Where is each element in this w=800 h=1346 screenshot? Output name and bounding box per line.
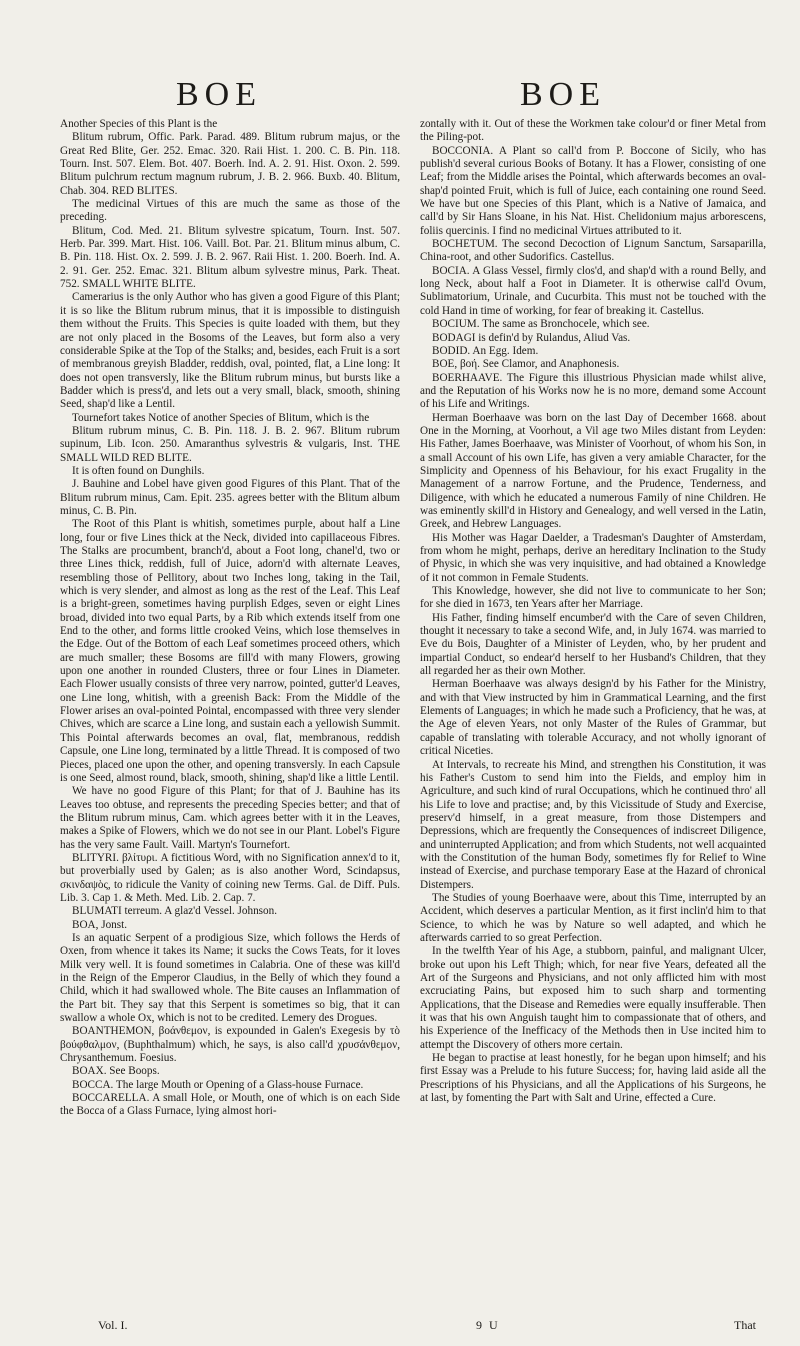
paragraph: BOA, Jonst. (72, 918, 128, 931)
paragraph: BOAX. See Boops. (72, 1065, 160, 1078)
paragraph: BOCCONIA. A Plant so call'd from P. Boccone of Sicily, who has publish'd several curious Books of Botany. It has a Flower, consisting of one Leaf; from the Middle arises the Pointal, which afterwards becomes an oval-shap'd pointed Fruit, which is full of Juice, each containing one round Seed. We have but one Species of this Plant, which is a Native of Jamaica, and call'd by Sir Hans Sloane, in his Nat. Hist. Chelidonium majus arborescens, foliis quercinis. I find no medicinal Virtues attributed to it. (420, 144, 766, 237)
paragraph: The medicinal Virtues of this are much the same as those of the preceding. (60, 198, 400, 224)
paragraph: Another Species of this Plant is the (60, 118, 218, 130)
paragraph: J. Bauhine and Lobel have given good Figures of this Plant. That of the Blitum rubrum minus, Cam. Epit. 235. agrees better with the Blitum album minus, C. B. Pin. (60, 478, 400, 517)
volume-number: Vol. I. (98, 1318, 128, 1332)
catchword: That (734, 1318, 756, 1332)
right-column (420, 118, 766, 1300)
running-head-left: BOE (176, 76, 262, 113)
paragraph: He began to practise at least honestly, for he began upon himself; and his first Essay was a Prelude to his future Success; for, having laid aside all the Prescriptions of his Physicians, and all the Applications of his Surgeons, he at last, by fomenting the Part with Salt and Urine, effected a Cure. (420, 1052, 766, 1105)
paragraph: Blitum rubrum minus, C. B. Pin. 118. J. B. 2. 967. Blitum rubrum supinum, Lib. Icon. 250. Amaranthus sylvestris & vulgaris, Inst. THE SMALL WILD RED BLITE. (60, 424, 400, 464)
paragraph: BOCHETUM. The second Decoction of Lignum Sanctum, Sarsaparilla, China-root, and other Sudorifics. Castellus. (420, 238, 766, 264)
paragraph: BOCCARELLA. A small Hole, or Mouth, one of which is on each Side the Bocca of a Glass Furnace, lying almost hori- (60, 1092, 400, 1118)
paragraph: BOCCA. The large Mouth or Opening of a Glass-house Furnace. (72, 1078, 364, 1091)
paragraph: It is often found on Dunghils. (72, 464, 205, 477)
paragraph: Blitum rubrum, Offic. Park. Parad. 489. Blitum rubrum majus, or the Great Red Blite, Ger. 252. Emac. 320. Raii Hist. 1. 200. C. B. Pin. 118. Tourn. Inst. 507. Elem. Bot. 407. Boerh. Ind. A. 2. 91. Hist. Oxon. 2. 599. Blitum pulchrum rectum magnum rubrum, J. B. 2. 966. Buxb. 40. Blitum, Chab. 304. RED BLITES. (60, 131, 400, 197)
left-column (60, 118, 400, 1300)
signature-mark: 9 U (476, 1318, 500, 1332)
paragraph: His Mother was Hagar Daelder, a Tradesman's Daughter of Amsterdam, from whom he might, perhaps, derive an hereditary Inclination to the Study of Physic, in which she was very inquisitive, and had obtained a Knowledge of it not common in Female Students. (420, 531, 766, 584)
paragraph: Blitum, Cod. Med. 21. Blitum sylvestre spicatum, Tourn. Inst. 507. Herb. Par. 399. Mart. Hist. 106. Vaill. Bot. Par. 21. Blitum minus album, C. B. Pin. 118. Hist. Ox. 2. 599. J. B. 2. 967. Raii Hist. 1. 200. Boerh. Ind. A. 2. 91. Ger. 252. Emac. 321. Blitum album sylvestre minus, Park. Theat. 752. SMALL WHITE BLITE. (60, 224, 400, 291)
paragraph: Herman Boerhaave was always design'd by his Father for the Ministry, and with that View instructed by him in Grammatical Learning, and the first Elements of Languages; in which he made such a Proficiency, that he was, at the Age of eleven Years, not only Master of the Rules of Grammar, but capable of translating with tolerable Accuracy, and not wholly ignorant of critical Niceties. (420, 678, 766, 758)
paragraph: In the twelfth Year of his Age, a stubborn, painful, and malignant Ulcer, broke out upon his Left Thigh; which, for near five Years, defeated all the Art of the Surgeons and Physicians, and not only afflicted him with most excruciating Pains, but exposed him to such sharp and tormenting Applications, that the Disease and Remedies were equally insufferable. Then it was that his own Anguish taught him to compassionate that of others, and his Experience of the Inefficacy of the Methods then in Use incited him to attempt the Discovery of others more certain. (420, 945, 766, 1051)
paragraph: Herman Boerhaave was born on the last Day of December 1668. about One in the Morning, at Voorhout, a Vil age two Miles distant from Leyden: His Father, James Boerhaave, was Minister of Voorhout, of whom his Son, in a small Account of his own Life, has given a very amiable Character, for the Simplicity and Openness of his Behaviour, for his exact Frugality in the Management of a narrow Fortune, and the Prudence, Tenderness, and Diligence, with which he educated a numerous Family of nine Children. He was eminently skill'd in History and Genealogy, and well versed in the Latin, Greek, and Hebrew Languages. (420, 411, 766, 531)
paragraph: Tournefort takes Notice of another Species of Blitum, which is the (72, 411, 370, 424)
paragraph: BOCIUM. The same as Bronchocele, which see. (432, 318, 650, 331)
paragraph: BODAGI is defin'd by Rulandus, Aliud Vas. (432, 331, 631, 344)
paragraph: We have no good Figure of this Plant; for that of J. Bauhine has its Leaves too obtuse, and represents the preceding Species better; and that of the Blitum rubrum minus, Cam. which agrees better with it in the Leaves, makes a Spike of Flowers, which we do not see in our Plant. Lobel's Figure has the very same Fault. Vaill. Martyn's Tournefort. (60, 785, 400, 851)
paragraph: His Father, finding himself encumber'd with the Care of seven Children, thought it necessary to take a second Wife, and, in July 1674. was married to Eve du Bois, Daughter of a Minister of Leyden, who, by her prudent and impartial Conduct, so endear'd herself to her Husband's Children, that they all regarded her as their own Mother. (420, 611, 766, 678)
paragraph: The Studies of young Boerhaave were, about this Time, interrupted by an Accident, which deserves a particular Mention, as it first inclin'd him to that Science, to which he was by Nature so well adapted, and which he afterwards carried to so great Perfection. (420, 891, 766, 944)
running-head-right: BOE (520, 76, 606, 113)
paragraph: Camerarius is the only Author who has given a good Figure of this Plant; it is so like the Blitum rubrum minus, that it is impossible to distinguish them without the Fruits. This Species is quite loaded with them, but they are not only placed in the Bosoms of the Leaves, but form also a very considerable Spike at the Top of the Stalks; and, besides, each Fruit is a sort of membranous greyish Bladder, reddish, oval, pointed, flat, a Line long: It does not open transversly, like the Blitum rubrum minus, but bursts like a Badder which is press'd, and lets out a very small, black, smooth, shining Seed, shap'd like a Lentil. (60, 291, 400, 411)
paragraph: BOE, βοή. See Clamor, and Anaphonesis. (432, 358, 620, 371)
paragraph: BOERHAAVE. The Figure this illustrious Physician made whilst alive, and the Reputation of his Works now he is no more, demand some Account of his Life and Writings. (420, 371, 766, 411)
paragraph: BOANTHEMON, βοάνθεμον, is expounded in Galen's Exegesis by τὸ βούφθαλμον, (Buphthalmum) which, he says, is also call'd χρυσάνθεμον, Chrysanthemum. Foesius. (60, 1025, 400, 1065)
paragraph: BLUMATI terreum. A glaz'd Vessel. Johnson. (72, 905, 278, 918)
paragraph: BODID. An Egg. Idem. (432, 344, 539, 357)
paragraph: BOCIA. A Glass Vessel, firmly clos'd, and shap'd with a round Belly, and long Neck, about half a Foot in Diameter. It is otherwise call'd Ovum, Sublimatorium, Urinale, and Cucurbita. This must not be touched with the cold Hand in time of working, for fear of breaking it. Castellus. (420, 264, 766, 317)
paragraph: BLITYRI. βλίτυρι. A fictitious Word, with no Signification annex'd to it, but proverbially used by Galen; as is also another Word, Scindapsus, σκινδαψὸς, to ridicule the Vanity of coining new Terms. Gal. de Diff. Puls. Lib. 3. Cap 1. & Meth. Med. Lib. 2. Cap. 7. (60, 851, 400, 904)
paragraph: At Intervals, to recreate his Mind, and strengthen his Constitution, it was his Father's Custom to send him into the Fields, and employ him in Agriculture, and such kind of rural Occupations, which he continued thro' all his Life to love and practise; and, by this Vicissitude of Study and Exercise, preserv'd himself, in a great measure, from those Distempers and Depressions, which are frequently the Consequences of indiscreet Diligence, and uninterrupted Application; and from which Students, not well acquainted with the Constitution of the human Body, sometimes fly for Relief to Wine instead of Exercise, and purchase temporary Ease at the Hazard of chronical Distempers. (420, 758, 766, 891)
running-head (0, 76, 800, 116)
paragraph: zontally with it. Out of these the Workmen take colour'd or finer Metal from the Piling-pot. (420, 118, 766, 144)
paragraph: The Root of this Plant is whitish, sometimes purple, about half a Line long, four or five Lines thick at the Neck, divided into capillaceous Fibres. The Stalks are procumbent, branch'd, about a Foot long, chanel'd, two or three Lines thick, reddish, full of Juice, adorn'd with alternate Leaves, resembling those of Pellitory, about two Inches long, taking in the Tail, which is very slender, and almost as long as the rest of the Leaf. This Leaf is a bright-green, sometimes having purplish Edges, seven or eight Lines broad, divided into two equal Parts, by a Rib which extends itself from one End to the other, and forms little crooked Veins, which lose themselves in the Edge. Out of the Bottom of each Leaf sometimes proceed others, which are much smaller; these Bosoms are fill'd with many Flowers, growing upon one another in rounded Clusters, three or four Lines in Diameter. Each Flower usually consists of three very narrow, pointed, gutter'd Leaves, one Line long, whitish, with a greenish Back: From the Middle of the Flower arises an oval-pointed Pointal, encompassed with three very slender Chives, which are scarce a Line long, and sustain each a yellowish Summit. This Pointal afterwards becomes an oval, flat, membranous, reddish Capsule, one Line long, terminated by a little Thread. It is composed of two Pieces, placed one upon the other, and opening transversly. In each Capsule is one Seed, almost round, black, smooth, shining, shap'd like a little Lentil. (60, 518, 400, 784)
paragraph: Is an aquatic Serpent of a prodigious Size, which follows the Herds of Oxen, from whence it takes its Name; it sucks the Cows Teats, for it loves Milk very well. It is found sometimes in Calabria. One of these was kill'd in the Reign of the Emperor Claudius, in the Belly of which they found a Child, which it had swallowed whole. The Bite causes an Inflammation of the Part bit. They say that this Serpent is sometimes so big, that it can swallow a whole Ox, which is not to be credited. Lemery des Drogues. (60, 931, 400, 1025)
paragraph: This Knowledge, however, she did not live to communicate to her Son; for she died in 1673, ten Years after her Marriage. (420, 585, 766, 611)
